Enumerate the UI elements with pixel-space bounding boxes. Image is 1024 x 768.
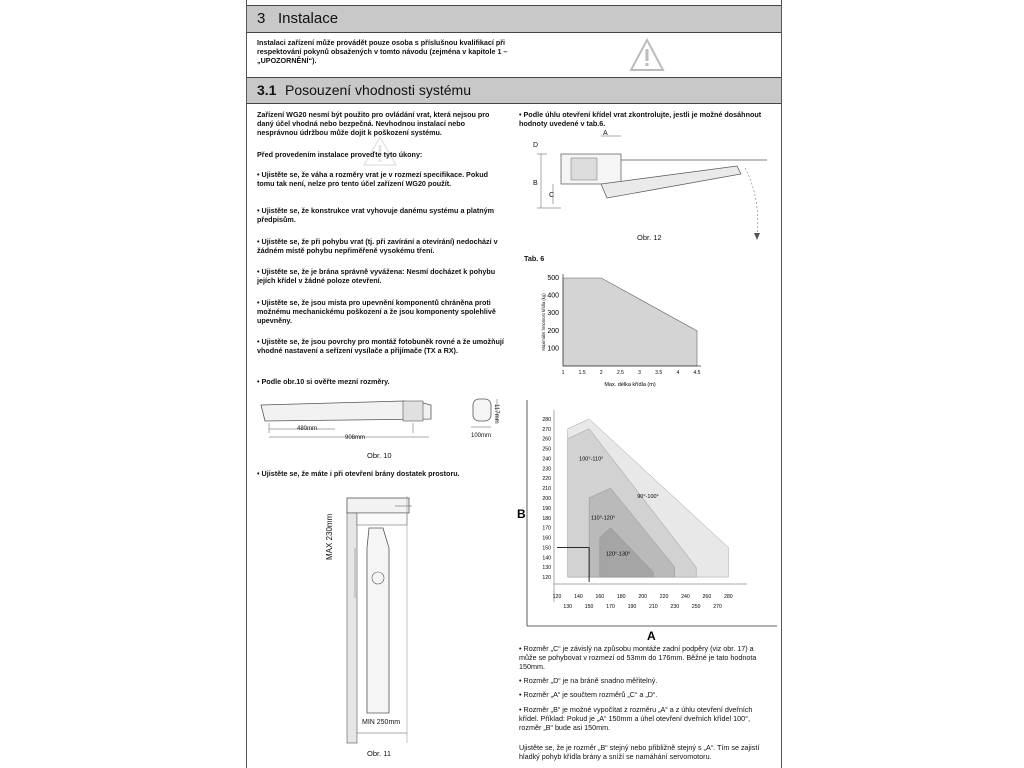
angle-region-label: 100°-110° — [579, 456, 604, 463]
x-tick-label: 180 — [616, 594, 626, 600]
max-dimension-label: MAX 230mm — [325, 513, 334, 560]
subsection-title: Posouzení vhodnosti systému — [285, 82, 471, 98]
checklist-item-7: • Podle obr.10 si ověřte mezní rozměry. — [257, 377, 390, 386]
left-paragraph-2: Před provedením instalace proveďte tyto úkony: — [257, 150, 423, 159]
checklist-item-5: • Ujistěte se, že jsou místa pro upevnění komponentů chráněna proti možnému mechanickému poškození a že jsou komponenty spolehlivě upevněny. — [257, 298, 496, 326]
weight-area — [563, 278, 697, 366]
y-tick-label: 150 — [542, 545, 551, 552]
warning-watermark-icon — [362, 135, 398, 167]
checklist-item-4: • Ujistěte se, že je brána správně vyvážena: Nesmí docházet k pohybu jejích křídel v žádné poloze otevření. — [257, 267, 496, 286]
y-tick-label: 120 — [542, 575, 551, 582]
x-tick-label: 120 — [552, 594, 562, 600]
y-tick-label: 210 — [542, 486, 551, 493]
y-tick-label: 270 — [542, 426, 551, 433]
checklist-item-6: • Ujistěte se, že jsou povrchy pro montáž fotobuněk rovné a že umožňují vhodné nastavení a seřízení vysílače a přijímače (TX a RX). — [257, 337, 504, 356]
x-tick-label: 240 — [681, 594, 690, 600]
y-axis-label: Maximální hmotnost křídla (kg) — [541, 293, 546, 351]
y-tick-label: 300 — [547, 310, 559, 318]
figure-10-caption: Obr. 10 — [367, 451, 392, 460]
x-tick-label: 190 — [627, 604, 637, 610]
y-tick-label: 200 — [547, 327, 559, 335]
dim-100-label: 100mm — [471, 433, 492, 439]
y-tick-label: 260 — [542, 436, 551, 443]
note-d: • Rozměr „D“ je na bráně snadno měřitelný. — [519, 676, 658, 685]
x-tick-label: 220 — [659, 594, 669, 600]
y-tick-label: 160 — [542, 535, 551, 542]
dim-908-label: 908mm — [345, 435, 366, 441]
checklist-item-3: • Ujistěte se, že při pohybu vrat (tj. při zavírání a otevírání) nedochází v žádném místě pohybu nepřiměřeně vysokému tření. — [257, 237, 498, 256]
x-axis-label: Max. délka křídla (m) — [604, 382, 656, 388]
section-title: Instalace — [278, 10, 339, 27]
y-tick-label: 230 — [542, 466, 551, 473]
angle-region-label: 120°-130° — [605, 551, 631, 558]
x-tick-label: 160 — [595, 594, 605, 600]
subsection-header — [247, 77, 781, 104]
x-tick-label: 270 — [713, 604, 722, 610]
angle-region-label: 110°-120° — [590, 515, 616, 522]
note-a: • Rozměr „A“ je součtem rozměrů „C“ a „D“. — [519, 690, 658, 699]
x-tick-label: 230 — [670, 604, 680, 610]
fig12-label-d: D — [533, 142, 539, 149]
x-tick-label: 2.5 — [616, 370, 624, 376]
fig12-label-a: A — [603, 130, 608, 137]
axis-label-a: A — [647, 629, 656, 643]
x-tick-label: 150 — [584, 604, 594, 610]
y-tick-label: 190 — [542, 505, 551, 512]
figure-11-caption: Obr. 11 — [367, 749, 392, 758]
x-tick-label: 1 — [561, 370, 565, 376]
x-tick-label: 1.5 — [578, 370, 586, 376]
section-header — [247, 5, 781, 33]
x-tick-label: 140 — [574, 594, 583, 600]
right-intro: • Podle úhlu otevření křídel vrat zkontrolujte, jestli je možné dosáhnout hodnoty uvedené v tab.6. — [519, 110, 762, 129]
figure-12-caption: Obr. 12 — [637, 233, 662, 242]
fig12-label-b: B — [533, 180, 538, 187]
manual-page — [246, 0, 782, 768]
warning-icon — [629, 38, 665, 72]
y-tick-label: 170 — [542, 525, 551, 532]
dim-480-label: 480mm — [297, 426, 318, 432]
checklist-item-1: • Ujistěte se, že váha a rozměry vrat je v rozmezí specifikace. Pokud tomu tak není, nelze pro tento účel zařízení WG20 použít. — [257, 170, 489, 189]
y-tick-label: 130 — [542, 565, 551, 572]
x-tick-label: 170 — [606, 604, 615, 610]
x-tick-label: 2 — [599, 370, 603, 376]
y-tick-label: 280 — [542, 416, 551, 423]
figure-11-install-space — [337, 488, 487, 748]
checklist-item-2: • Ujistěte se, že konstrukce vrat vyhovuje danému systému a platným předpisům. — [257, 206, 494, 225]
x-tick-label: 3 — [638, 370, 641, 376]
note-conclusion: Ujistěte se, že je rozměr „B“ stejný nebo přibližně stejný s „A“. Tím se zajistí hladký pohyb křídla brány a sníží se namáhání servomotoru. — [519, 743, 760, 762]
axis-label-b: B — [517, 507, 526, 521]
note-b: • Rozměr „B“ je možné vypočítat z rozměru „A“ a z úhlu otevření dveřních křídel. Příklad: Pokud je „A“ 150mm a úhel otevření dveřních křídel 100°, rozměr „B“ bude asi 150mm. — [519, 705, 753, 733]
weight-length-chart — [537, 268, 717, 394]
x-tick-label: 130 — [563, 604, 573, 610]
section-number: 3 — [257, 10, 266, 27]
checklist-item-8: • Ujistěte se, že máte i při otevření brány dostatek prostoru. — [257, 469, 460, 478]
y-tick-label: 140 — [542, 555, 551, 562]
x-tick-label: 280 — [723, 594, 733, 600]
dimension-ab-chart — [517, 396, 779, 644]
y-tick-label: 180 — [542, 515, 551, 522]
section-intro: Instalaci zařízení může provádět pouze osoba s příslušnou kvalifikací při respektování pokynů obsažených v tomto návodu (zejména v kapitole 1 – „UPOZORNĚNÍ“). — [257, 38, 508, 66]
x-tick-label: 210 — [649, 604, 658, 610]
y-tick-label: 400 — [547, 292, 559, 300]
y-tick-label: 240 — [542, 456, 551, 463]
table-6-label: Tab. 6 — [524, 254, 545, 263]
fig12-label-c: C — [549, 192, 555, 199]
x-tick-label: 4.5 — [693, 370, 701, 376]
angle-region-label: 90°-100° — [637, 494, 659, 500]
y-tick-label: 200 — [542, 496, 551, 502]
x-tick-label: 200 — [638, 594, 647, 600]
y-tick-label: 220 — [542, 476, 551, 483]
left-paragraph-1: Zařízení WG20 nesmí být použito pro ovládání vrat, která nejsou pro daný účel vhodná nebo bezpečná. Nevhodnou instalací nebo nesprávnou údržbou může dojít k poškození systému. — [257, 110, 490, 138]
x-tick-label: 4 — [676, 370, 680, 376]
note-c: • Rozměr „C“ je závislý na způsobu montáže zadní podpěry (viz obr. 17) a může se pohybovat v rozmezí od 53mm do 176mm. Běžné je tato hodnota 150mm. — [519, 644, 757, 672]
x-tick-label: 250 — [691, 604, 701, 610]
min-dimension-label: MIN 250mm — [362, 719, 401, 726]
y-tick-label: 100 — [547, 345, 559, 353]
y-tick-label: 250 — [542, 446, 551, 453]
y-tick-label: 500 — [547, 275, 559, 282]
subsection-number: 3.1 — [257, 82, 277, 98]
x-tick-label: 260 — [702, 594, 712, 600]
x-tick-label: 3.5 — [655, 370, 663, 376]
dim-117-label: 117mm — [493, 404, 499, 424]
